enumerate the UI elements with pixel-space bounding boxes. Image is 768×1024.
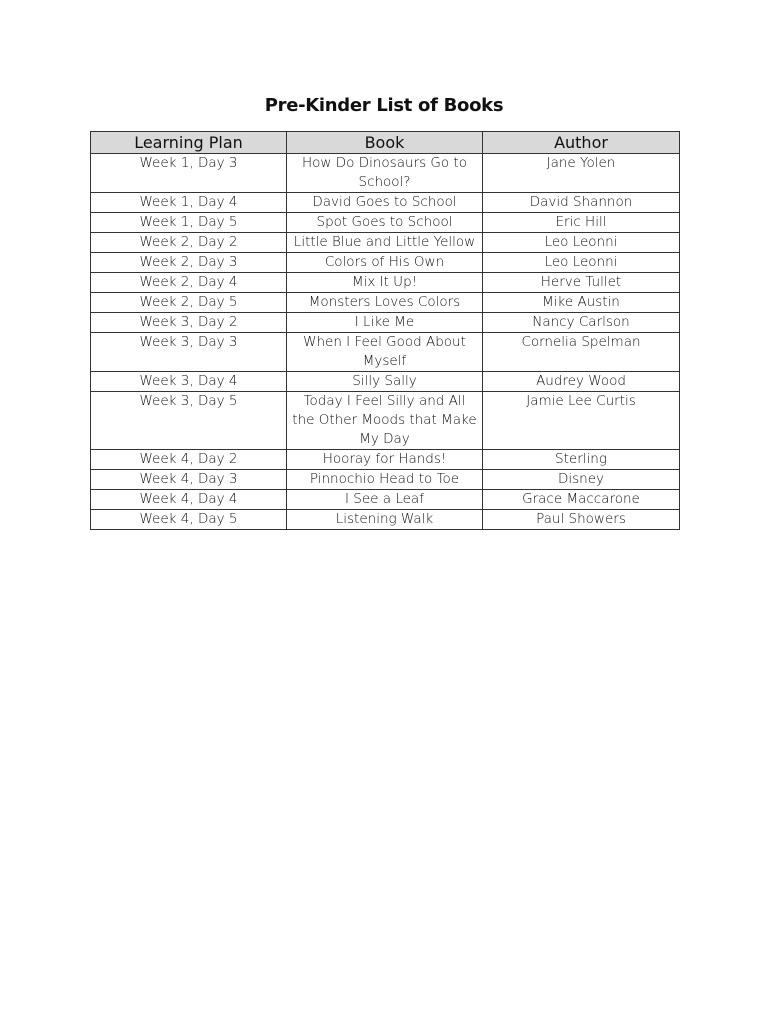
learning-plan-cell: Week 2, Day 4 <box>91 273 287 293</box>
books-table <box>90 131 680 530</box>
author-cell: Herve Tullet <box>483 273 680 293</box>
learning-plan-cell: Week 3, Day 3 <box>91 333 287 372</box>
book-cell: I Like Me <box>287 313 483 333</box>
learning-plan-cell: Week 1, Day 3 <box>91 154 287 193</box>
table-row <box>91 154 680 193</box>
author-cell: Disney <box>483 470 680 490</box>
learning-plan-cell: Week 2, Day 3 <box>91 253 287 273</box>
learning-plan-cell: Week 4, Day 2 <box>91 450 287 470</box>
header-author: Author <box>483 132 680 154</box>
author-cell: Sterling <box>483 450 680 470</box>
book-cell: Little Blue and Little Yellow <box>287 233 483 253</box>
table-row <box>91 490 680 510</box>
author-cell: Audrey Wood <box>483 372 680 392</box>
table-row <box>91 273 680 293</box>
table-row <box>91 450 680 470</box>
learning-plan-cell: Week 3, Day 4 <box>91 372 287 392</box>
author-cell: Grace Maccarone <box>483 490 680 510</box>
table-row <box>91 233 680 253</box>
author-cell: Jamie Lee Curtis <box>483 392 680 450</box>
learning-plan-cell: Week 1, Day 4 <box>91 193 287 213</box>
book-cell: Today I Feel Silly and All the Other Moods that Make My Day <box>287 392 483 450</box>
header-book: Book <box>287 132 483 154</box>
table-row <box>91 213 680 233</box>
author-cell: Mike Austin <box>483 293 680 313</box>
book-cell: Monsters Loves Colors <box>287 293 483 313</box>
learning-plan-cell: Week 3, Day 2 <box>91 313 287 333</box>
book-cell: How Do Dinosaurs Go to School? <box>287 154 483 193</box>
learning-plan-cell: Week 4, Day 4 <box>91 490 287 510</box>
author-cell: Jane Yolen <box>483 154 680 193</box>
author-cell: Leo Leonni <box>483 253 680 273</box>
learning-plan-cell: Week 3, Day 5 <box>91 392 287 450</box>
learning-plan-cell: Week 2, Day 5 <box>91 293 287 313</box>
book-cell: Hooray for Hands! <box>287 450 483 470</box>
author-cell: Nancy Carlson <box>483 313 680 333</box>
book-cell: Listening Walk <box>287 510 483 530</box>
table-row <box>91 510 680 530</box>
learning-plan-cell: Week 4, Day 5 <box>91 510 287 530</box>
author-cell: David Shannon <box>483 193 680 213</box>
book-cell: Colors of His Own <box>287 253 483 273</box>
table-row <box>91 313 680 333</box>
book-cell: Spot Goes to School <box>287 213 483 233</box>
book-cell: Pinnochio Head to Toe <box>287 470 483 490</box>
table-row <box>91 293 680 313</box>
table-row <box>91 470 680 490</box>
table-row <box>91 392 680 450</box>
page-title: Pre-Kinder List of Books <box>264 95 504 116</box>
table-row <box>91 253 680 273</box>
book-cell: When I Feel Good About Myself <box>287 333 483 372</box>
table-row <box>91 333 680 372</box>
learning-plan-cell: Week 2, Day 2 <box>91 233 287 253</box>
author-cell: Cornelia Spelman <box>483 333 680 372</box>
author-cell: Leo Leonni <box>483 233 680 253</box>
author-cell: Paul Showers <box>483 510 680 530</box>
header-learning-plan: Learning Plan <box>91 132 287 154</box>
learning-plan-cell: Week 4, Day 3 <box>91 470 287 490</box>
author-cell: Eric Hill <box>483 213 680 233</box>
book-cell: Silly Sally <box>287 372 483 392</box>
table-row <box>91 372 680 392</box>
book-cell: I See a Leaf <box>287 490 483 510</box>
table-row <box>91 193 680 213</box>
book-cell: David Goes to School <box>287 193 483 213</box>
learning-plan-cell: Week 1, Day 5 <box>91 213 287 233</box>
table-header-row <box>91 132 680 154</box>
book-cell: Mix It Up! <box>287 273 483 293</box>
